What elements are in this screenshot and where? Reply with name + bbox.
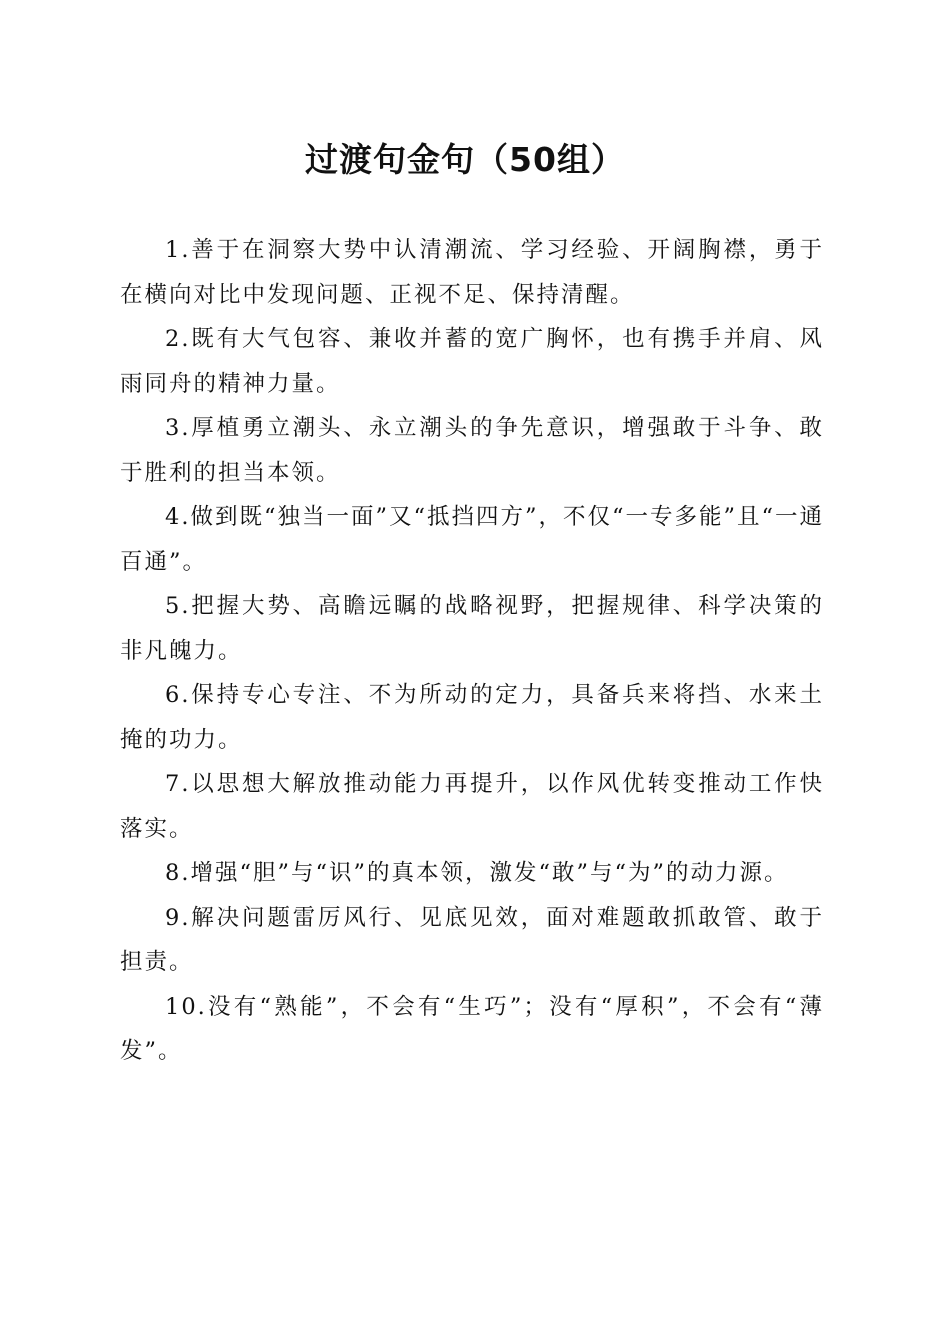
document-body	[120, 228, 824, 1074]
paragraph-1: 1.善于在洞察大势中认清潮流、学习经验、开阔胸襟，勇于在横向对比中发现问题、正视不足、保持清醒。	[120, 237, 824, 308]
paragraph-5: 5.把握大势、高瞻远瞩的战略视野，把握规律、科学决策的非凡魄力。	[120, 593, 824, 664]
paragraph-3: 3.厚植勇立潮头、永立潮头的争先意识，增强敢于斗争、敢于胜利的担当本领。	[120, 415, 824, 486]
paragraph-8: 8.增强“胆”与“识”的真本领，激发“敢”与“为”的动力源。	[165, 860, 789, 886]
paragraph-9: 9.解决问题雷厉风行、见底见效，面对难题敢抓敢管、敢于担责。	[120, 904, 824, 975]
document-title: 过渡句金句（50组）	[305, 140, 625, 179]
paragraph-6: 6.保持专心专注、不为所动的定力，具备兵来将挡、水来土掩的功力。	[120, 682, 824, 753]
paragraph-10: 10.没有“熟能”，不会有“生巧”；没有“厚积”，不会有“薄发”。	[120, 993, 824, 1064]
paragraph-2: 2.既有大气包容、兼收并蓄的宽广胸怀，也有携手并肩、风雨同舟的精神力量。	[120, 326, 824, 397]
paragraph-7: 7.以思想大解放推动能力再提升，以作风优转变推动工作快落实。	[120, 771, 824, 842]
paragraph-4: 4.做到既“独当一面”又“抵挡四方”，不仅“一专多能”且“一通百通”。	[120, 504, 824, 575]
